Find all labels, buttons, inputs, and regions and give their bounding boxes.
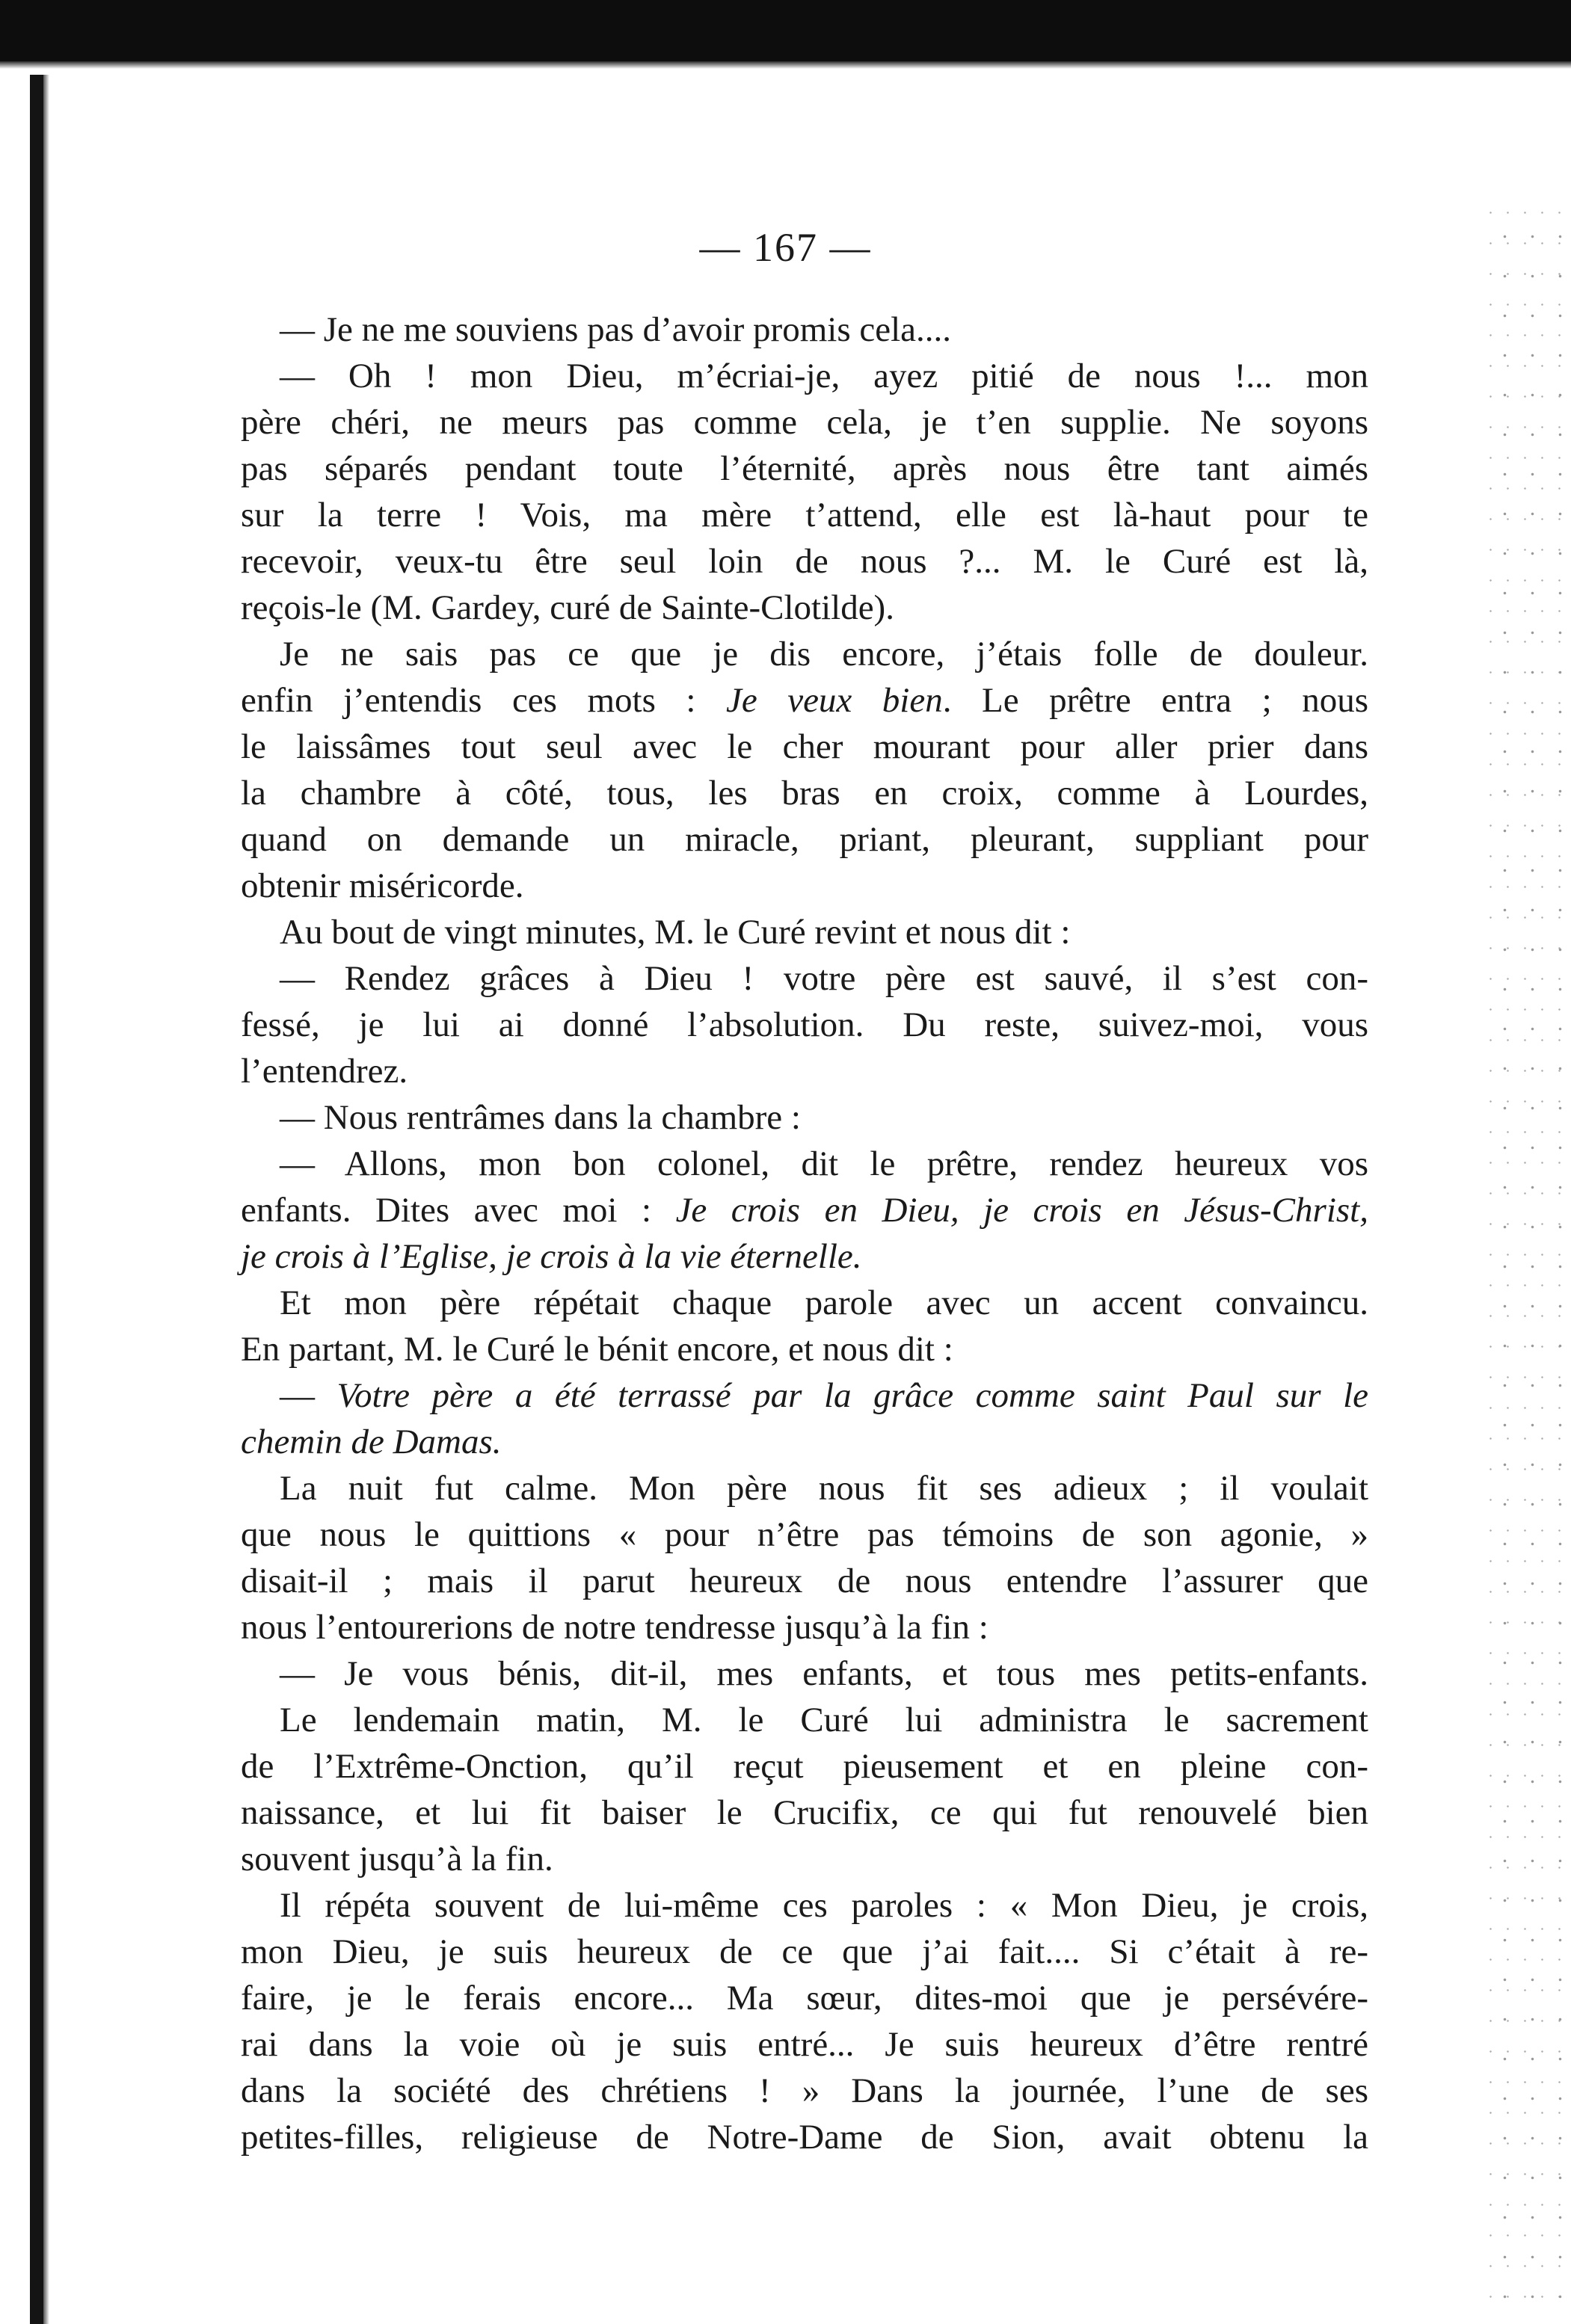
text-line xyxy=(241,1975,1368,2021)
text-line-content: Et mon père répétait chaque parole avec un accent convaincu. xyxy=(280,1283,1368,1322)
text-line xyxy=(241,2114,1368,2160)
text-line-content: — Rendez grâces à Dieu ! votre père est sauvé, il s’est con- xyxy=(280,959,1368,998)
text-line xyxy=(241,1465,1368,1511)
text-line-content: mon Dieu, je suis heureux de ce que j’ai fait.... Si c’était à re- xyxy=(241,1932,1368,1971)
text-line xyxy=(241,1790,1368,1836)
text-line-content: sur la terre ! Vois, ma mère t’attend, elle est là-haut pour te xyxy=(241,496,1368,534)
text-line xyxy=(241,1743,1368,1790)
text-line-content: père chéri, ne meurs pas comme cela, je t’en supplie. Ne soyons xyxy=(241,403,1368,442)
scan-top-edge xyxy=(0,0,1571,61)
text-line-content: obtenir miséricorde. xyxy=(241,866,524,905)
text-line xyxy=(241,863,1368,909)
text-line xyxy=(241,1929,1368,1975)
text-line xyxy=(241,1280,1368,1326)
scan-left-edge-shadow xyxy=(43,75,49,2324)
text-line xyxy=(241,585,1368,631)
text-line xyxy=(241,816,1368,863)
text-line xyxy=(241,446,1368,492)
text-line-roman: enfants. Dites avec moi : xyxy=(241,1191,676,1230)
text-line-content: quand on demande un miracle, priant, pleurant, suppliant pour xyxy=(241,820,1368,859)
text-line-content: naissance, et lui fit baiser le Crucifix, ce qui fut renouvelé bien xyxy=(241,1793,1368,1832)
text-line xyxy=(241,724,1368,770)
text-line xyxy=(241,1697,1368,1743)
text-line-content: fessé, je lui ai donné l’absolution. Du reste, suivez-moi, vous xyxy=(241,1005,1368,1044)
text-line-content: Il répéta souvent de lui-même ces paroles : « Mon Dieu, je crois, xyxy=(280,1886,1368,1925)
text-line-roman: enfin j’entendis ces mots : xyxy=(241,681,726,720)
text-line xyxy=(241,1187,1368,1233)
text-line-content: le laissâmes tout seul avec le cher mourant pour aller prier dans xyxy=(241,727,1368,766)
scan-left-edge xyxy=(30,75,43,2324)
text-line-content: — Oh ! mon Dieu, m’écriai-je, ayez pitié de nous !... mon xyxy=(280,357,1368,395)
text-line xyxy=(241,770,1368,816)
text-line-content: de l’Extrême-Onction, qu’il reçut pieusement et en pleine con- xyxy=(241,1747,1368,1786)
text-line-content: — Nous rentrâmes dans la chambre : xyxy=(280,1098,801,1137)
text-line-italic: Je crois en Dieu, je crois en Jésus-Christ, xyxy=(675,1191,1368,1230)
text-line xyxy=(241,1048,1368,1094)
text-line-italic: Je veux bien xyxy=(725,681,943,720)
text-line-content: dans la société des chrétiens ! » Dans la journée, l’une de ses xyxy=(241,2071,1368,2110)
text-line xyxy=(241,2021,1368,2068)
text-line-italic: je crois à l’Eglise, je crois à la vie éternelle. xyxy=(241,1237,862,1276)
text-line-content: — Je ne me souviens pas d’avoir promis cela.... xyxy=(280,310,952,349)
text-line-content: Le lendemain matin, M. le Curé lui administra le sacrement xyxy=(280,1701,1368,1739)
text-line xyxy=(241,631,1368,677)
text-line-content: l’entendrez. xyxy=(241,1052,408,1091)
text-line-content: nous l’entourerions de notre tendresse jusqu’à la fin : xyxy=(241,1608,989,1647)
text-line-content: pas séparés pendant toute l’éternité, après nous être tant aimés xyxy=(241,449,1368,488)
text-line-content: — Allons, mon bon colonel, dit le prêtre, rendez heureux vos xyxy=(280,1144,1368,1183)
text-line xyxy=(241,1836,1368,1882)
text-line xyxy=(241,2068,1368,2114)
text-line xyxy=(241,677,1368,724)
text-line-content: faire, je le ferais encore... Ma sœur, dites-moi que je persévére- xyxy=(241,1979,1368,2018)
text-line xyxy=(241,399,1368,446)
scan-right-margin-noise xyxy=(1488,209,1570,2302)
text-line-content: Je ne sais pas ce que je dis encore, j’étais folle de douleur. xyxy=(280,635,1368,674)
text-line xyxy=(241,1604,1368,1650)
text-line-content: recevoir, veux-tu être seul loin de nous ?... M. le Curé est là, xyxy=(241,542,1368,581)
text-line-italic: Votre père a été terrassé par la grâce comme saint Paul sur le xyxy=(336,1376,1368,1415)
text-line xyxy=(241,1558,1368,1604)
text-line-content: En partant, M. le Curé le bénit encore, et nous dit : xyxy=(241,1330,953,1369)
text-line-content: disait-il ; mais il parut heureux de nous entendre l’assurer que xyxy=(241,1562,1368,1600)
scan-top-edge-shadow xyxy=(0,61,1571,69)
text-line-roman: . Le prêtre entra ; nous xyxy=(942,681,1368,720)
text-line-content: petites-filles, religieuse de Notre-Dame de Sion, avait obtenu la xyxy=(241,2118,1368,2157)
body-text xyxy=(241,306,1368,2160)
text-line-content: souvent jusqu’à la fin. xyxy=(241,1840,553,1878)
text-line xyxy=(241,955,1368,1002)
text-line xyxy=(241,1372,1368,1419)
page-number: — 167 — xyxy=(699,225,872,270)
text-line xyxy=(241,909,1368,955)
text-line xyxy=(241,1326,1368,1372)
text-line xyxy=(241,1650,1368,1697)
text-line xyxy=(241,492,1368,538)
text-line-content: rai dans la voie où je suis entré... Je suis heureux d’être rentré xyxy=(241,2025,1368,2064)
text-line xyxy=(241,1002,1368,1048)
text-line-italic: chemin de Damas. xyxy=(241,1423,502,1461)
text-line-roman: — xyxy=(280,1376,337,1415)
text-line xyxy=(241,353,1368,399)
text-line-content: la chambre à côté, tous, les bras en croix, comme à Lourdes, xyxy=(241,774,1368,813)
text-line-content: Au bout de vingt minutes, M. le Curé revint et nous dit : xyxy=(280,913,1071,952)
text-line-content: — Je vous bénis, dit-il, mes enfants, et tous mes petits-enfants. xyxy=(280,1654,1368,1693)
text-line xyxy=(241,1882,1368,1929)
text-line-content: La nuit fut calme. Mon père nous fit ses adieux ; il voulait xyxy=(280,1469,1368,1508)
text-line xyxy=(241,1511,1368,1558)
text-line xyxy=(241,538,1368,585)
text-line xyxy=(241,306,1368,353)
text-line-content: reçois-le (M. Gardey, curé de Sainte-Clotilde). xyxy=(241,588,894,627)
text-line xyxy=(241,1094,1368,1141)
text-line-content: que nous le quittions « pour n’être pas témoins de son agonie, » xyxy=(241,1515,1368,1554)
text-line xyxy=(241,1419,1368,1465)
text-line xyxy=(241,1141,1368,1187)
text-line xyxy=(241,1233,1368,1280)
